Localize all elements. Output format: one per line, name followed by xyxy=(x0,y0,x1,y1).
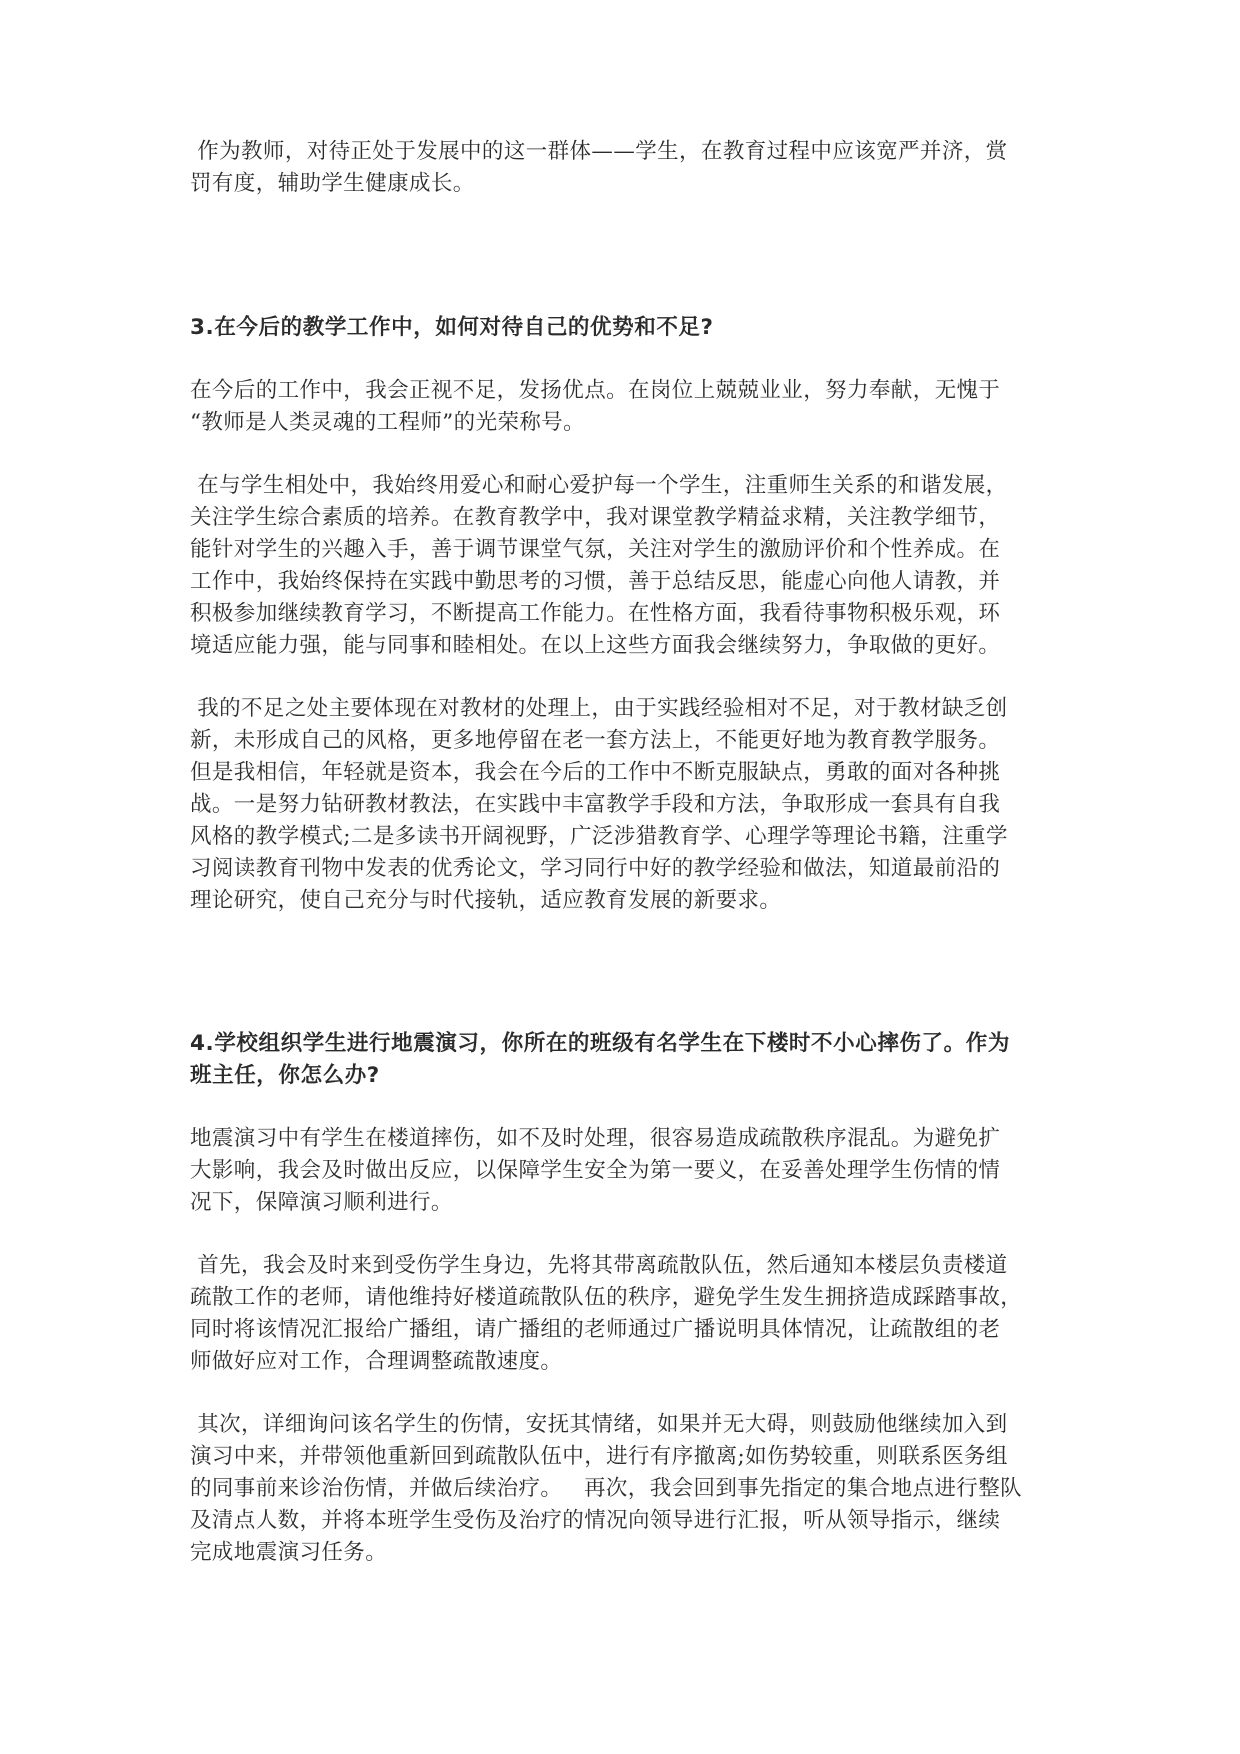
paragraph-line: 能针对学生的兴趣入手，善于调节课堂气氛，关注对学生的激励评价和个性养成。在 xyxy=(190,537,1001,562)
question-heading: 3.在今后的教学工作中，如何对待自己的优势和不足? xyxy=(190,315,714,340)
paragraph-line: 其次，详细询问该名学生的伤情，安抚其情绪，如果并无大碍，则鼓励他继续加入到 xyxy=(190,1412,1008,1437)
paragraph-line: 理论研究，使自己充分与时代接轨，适应教育发展的新要求。 xyxy=(190,888,782,913)
paragraph-line: 工作中，我始终保持在实践中勤思考的习惯，善于总结反思，能虚心向他人请教，并 xyxy=(190,569,1001,594)
paragraph-line: 况下，保障演习顺利进行。 xyxy=(190,1190,453,1215)
question-heading: 4.学校组织学生进行地震演习，你所在的班级有名学生在下楼时不小心摔伤了。作为 xyxy=(190,1031,1010,1056)
paragraph-line: 风格的教学模式;二是多读书开阔视野，广泛涉猎教育学、心理学等理论书籍，注重学 xyxy=(190,824,1008,849)
paragraph-line: 关注学生综合素质的培养。在教育教学中，我对课堂教学精益求精，关注教学细节， xyxy=(190,505,1001,530)
paragraph-line: 我的不足之处主要体现在对教材的处理上，由于实践经验相对不足，对于教材缺乏创 xyxy=(190,696,1008,721)
paragraph-line: 师做好应对工作，合理调整疏散速度。 xyxy=(190,1349,563,1374)
paragraph-line: 演习中来，并带领他重新回到疏散队伍中，进行有序撤离;如伤势较重，则联系医务组 xyxy=(190,1444,1008,1469)
paragraph-line: 罚有度，辅助学生健康成长。 xyxy=(190,171,475,196)
paragraph-line: 完成地震演习任务。 xyxy=(190,1540,388,1565)
paragraph-line: 积极参加继续教育学习，不断提高工作能力。在性格方面，我看待事物积极乐观，环 xyxy=(190,601,1001,626)
paragraph-line: 地震演习中有学生在楼道摔伤，如不及时处理，很容易造成疏散秩序混乱。为避免扩 xyxy=(190,1126,1001,1151)
paragraph-line: “教师是人类灵魂的工程师”的光荣称号。 xyxy=(190,410,586,435)
paragraph-line: 大影响，我会及时做出反应，以保障学生安全为第一要义，在妥善处理学生伤情的情 xyxy=(190,1158,1001,1183)
question-heading: 班主任，你怎么办? xyxy=(190,1063,380,1088)
paragraph-line: 首先，我会及时来到受伤学生身边，先将其带离疏散队伍，然后通知本楼层负责楼道 xyxy=(190,1253,1008,1278)
paragraph-line: 境适应能力强，能与同事和睦相处。在以上这些方面我会继续努力，争取做的更好。 xyxy=(190,633,1001,658)
paragraph-line: 在与学生相处中，我始终用爱心和耐心爱护每一个学生，注重师生关系的和谐发展， xyxy=(190,473,1008,498)
paragraph-line: 的同事前来诊治伤情，并做后续治疗。 再次，我会回到事先指定的集合地点进行整队 xyxy=(190,1476,1023,1501)
paragraph-line: 但是我相信，年轻就是资本，我会在今后的工作中不断克服缺点，勇敢的面对各种挑 xyxy=(190,760,1001,785)
paragraph-line: 及清点人数，并将本班学生受伤及治疗的情况向领导进行汇报，听从领导指示，继续 xyxy=(190,1508,1001,1533)
paragraph-line: 同时将该情况汇报给广播组，请广播组的老师通过广播说明具体情况，让疏散组的老 xyxy=(190,1317,1001,1342)
paragraph-line: 疏散工作的老师，请他维持好楼道疏散队伍的秩序，避免学生发生拥挤造成踩踏事故， xyxy=(190,1285,1023,1310)
paragraph-line: 习阅读教育刊物中发表的优秀论文，学习同行中好的教学经验和做法，知道最前沿的 xyxy=(190,856,1001,881)
paragraph-line: 作为教师，对待正处于发展中的这一群体——学生，在教育过程中应该宽严并济，赏 xyxy=(190,139,1008,164)
paragraph-line: 战。一是努力钻研教材教法，在实践中丰富教学手段和方法，争取形成一套具有自我 xyxy=(190,792,1001,817)
paragraph-line: 新，未形成自己的风格，更多地停留在老一套方法上，不能更好地为教育教学服务。 xyxy=(190,728,1001,753)
paragraph-line: 在今后的工作中，我会正视不足，发扬优点。在岗位上兢兢业业，努力奉献，无愧于 xyxy=(190,378,1001,403)
